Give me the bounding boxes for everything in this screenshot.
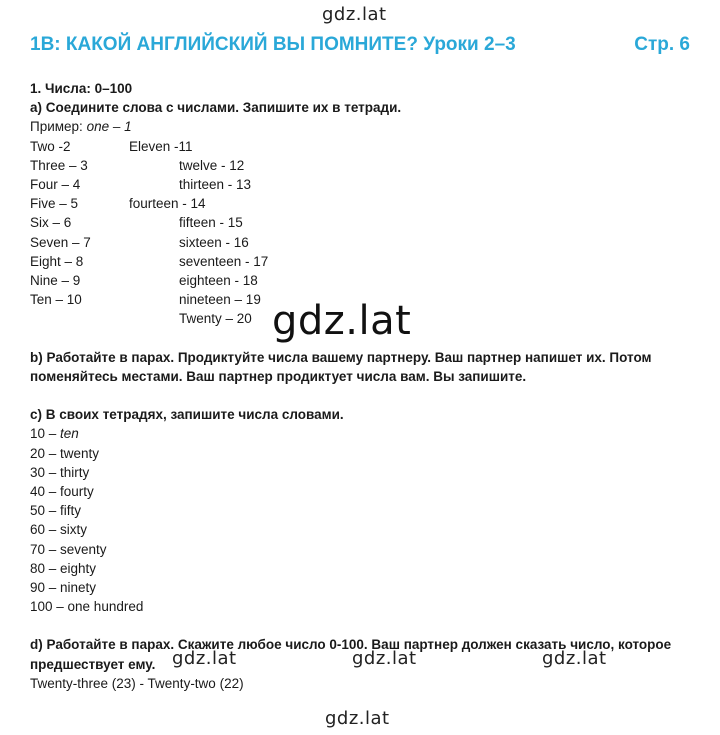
watermark-row-1: gdz.lat — [172, 648, 237, 669]
page-title: 1B: КАКОЙ АНГЛИЙСКИЙ ВЫ ПОМНИТЕ? Уроки 2–3 — [30, 34, 516, 55]
task-a: a) Соедините слова с числами. Запишите их в тетради. — [30, 100, 402, 116]
number-word-list — [30, 444, 700, 617]
number-word-first — [30, 424, 700, 443]
number-first: 10 – — [30, 426, 61, 442]
matching-word: eighteen - 18 — [179, 272, 258, 288]
section-heading: 1. Числа: 0–100 — [30, 81, 133, 96]
matching-digit: Five – 5 — [30, 196, 79, 212]
matching-row — [30, 271, 700, 290]
task-d-example: Twenty-three (23) - Twenty-two (22) — [30, 675, 244, 691]
matching-word: fifteen - 15 — [179, 215, 243, 231]
matching-row — [30, 156, 700, 175]
watermark-center: gdz.lat — [272, 298, 412, 344]
matching-word: nineteen – 19 — [179, 292, 261, 308]
task-b: b) Работайте в парах. Продиктуйте числа вашему партнеру. Ваш партнер напишет их. Потом поменяйтесь местами. Ваш партнер продиктует числа вам. Вы запишите. — [30, 349, 652, 384]
matching-digit: Three – 3 — [30, 157, 88, 173]
matching-word: Eleven -11 — [129, 138, 193, 154]
page-header — [30, 34, 690, 60]
matching-word: thirteen - 13 — [179, 176, 252, 192]
matching-digit: Four – 4 — [30, 176, 81, 192]
watermark-bottom: gdz.lat — [325, 708, 390, 729]
task-d: d) Работайте в парах. Скажите любое число 0-100. Ваш партнер должен сказать число, которое предшествует ему. — [30, 637, 672, 672]
matching-digit: Eight – 8 — [30, 253, 84, 269]
document-body — [30, 79, 700, 693]
number-word-item: 20 – twenty — [30, 445, 100, 461]
word-first: ten — [60, 426, 79, 442]
matching-word: Twenty – 20 — [179, 311, 252, 327]
watermark-row-3: gdz.lat — [542, 648, 607, 669]
matching-digit: Six – 6 — [30, 215, 72, 231]
number-word-item: 50 – fifty — [30, 503, 82, 519]
matching-digit: Nine – 9 — [30, 272, 81, 288]
matching-row — [30, 213, 700, 232]
matching-word: sixteen - 16 — [179, 234, 249, 250]
matching-row — [30, 137, 700, 156]
page-number: Стр. 6 — [634, 34, 690, 55]
matching-word: twelve - 12 — [179, 157, 245, 173]
number-word-item: 80 – eighty — [30, 560, 97, 576]
number-word-item: 30 – thirty — [30, 464, 90, 480]
example-value: one – 1 — [86, 119, 132, 135]
matching-word: fourteen - 14 — [129, 196, 206, 212]
matching-digit: Seven – 7 — [30, 234, 91, 250]
matching-row — [30, 194, 700, 213]
watermark-top: gdz.lat — [322, 4, 387, 25]
number-word-item: 60 – sixty — [30, 522, 88, 538]
example-label: Пример: — [30, 119, 87, 135]
matching-digit: Ten – 10 — [30, 292, 82, 308]
task-c: c) В своих тетрадях, запишите числа словами. — [30, 407, 344, 423]
matching-row — [30, 252, 700, 271]
matching-word: seventeen - 17 — [179, 253, 269, 269]
example-line — [30, 117, 700, 136]
matching-digit: Two -2 — [30, 138, 71, 154]
number-word-item: 100 – one hundred — [30, 599, 144, 615]
number-word-item: 70 – seventy — [30, 541, 107, 557]
matching-row — [30, 233, 700, 252]
matching-row — [30, 175, 700, 194]
number-word-item: 90 – ninety — [30, 579, 97, 595]
watermark-row-2: gdz.lat — [352, 648, 417, 669]
number-word-item: 40 – fourty — [30, 483, 94, 499]
